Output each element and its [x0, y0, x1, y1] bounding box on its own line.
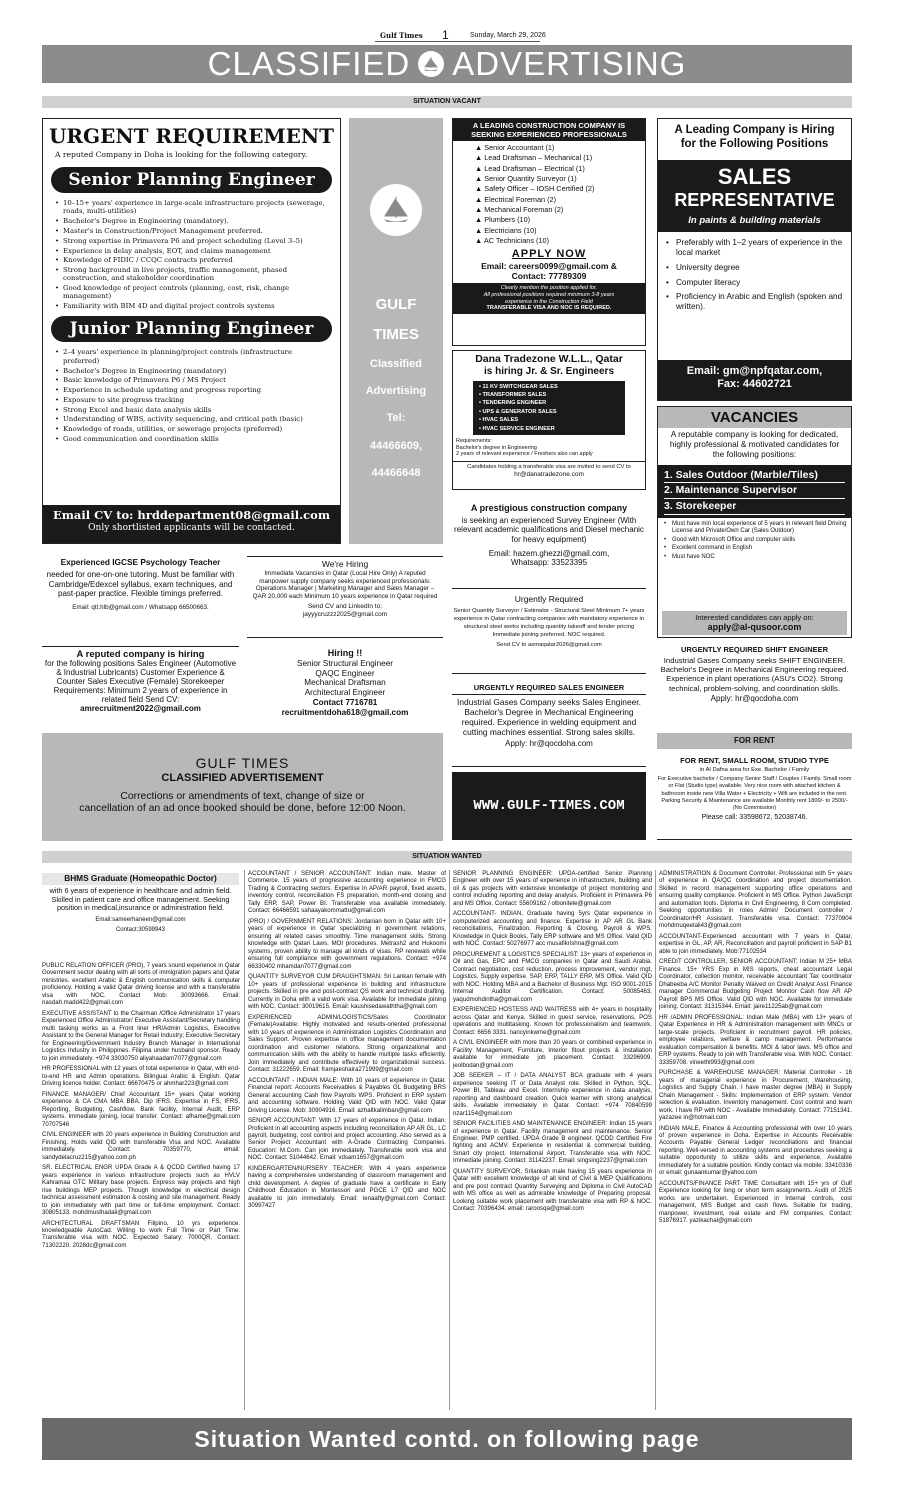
- urgent-contact-bar: [43, 505, 340, 543]
- situation-wanted-column-2: [248, 870, 446, 1410]
- advertising-label: Advertising: [365, 385, 427, 398]
- urgently-qs-title: Urgently Required: [514, 594, 584, 604]
- banner-right: ADVERTISING: [452, 45, 687, 83]
- situation-wanted-listing: ACCOUNTANT- INDIAN, Graduate having 5yrs Qatar experience in computerized accounting and finance. Expertise in AP AR GL Bank reconciliations, Finalization, Reporting & Closing, Payroll & WPS. Knowledge in Quick Books, Tally ERP software and MS Office. Valid QID with NOC. Contact: 50276977 acc musafikrishna@gmail.com: [453, 910, 652, 948]
- were-hiring-body: Immediate Vacancies in Qatar (Local Hire Only) A reputed manpower supply company seeks experienced professionals: Operations Manager | Marketing Manager and Sales Manager – QAR 20,000 each Minimum 10 years experience in Qatar required: [252, 570, 438, 600]
- situation-wanted-listing: A CIVIL ENGINEER with more than 20 years or combined experience in Facility Management, Furniture, Interior fitout projects & installation available for immediate job placement. Contact: 33296909. jeolbodan@gmail.com: [453, 1039, 652, 1069]
- hiring-positions: [247, 659, 443, 718]
- list-item: • Strong background in live projects, traffic management, phased construction, and stakeholder coordination: [53, 266, 330, 283]
- were-hiring-email: jayyycruzzz2025@gmail.com: [302, 611, 388, 619]
- gulf-times-logo-icon: [418, 51, 444, 77]
- situation-wanted-listing: SR. ELECTRICAL ENGR UPDA Grade A & QCDD Certified having 17 years experience in various infrastructure projects such as HVLV Kahramaa GTC Military base projects. Express way projects and high rise buildings MEP projects. Though knowledge in electrical design technical assessment estimation & costing and site management. Ready to join immediately with part time or full-time employment. Contact: 30805133. mohdmusthadali@gmail.com: [42, 1164, 240, 1217]
- construction-contact: Contact: 77789309: [511, 271, 587, 282]
- survey-whatsapp: Whatsapp: 33523395: [510, 558, 588, 568]
- situation-wanted-listing: HR /ADMIN PROFESSIONAL: Indian Male (MBA) with 13+ years of Qatar Experience in HR & Administration management with MNCs or large-scale projects. Proficient in recruitment payroll. HR policies, employee relations, welfare & camp management. Performance evaluation compensation & benefits. MOI & labor laws. MS office and ERP systems. Ready to join with Transferable visa. With NOC. Contact: 33359708. vineethl993@gmail.com: [659, 1013, 852, 1066]
- list-item: • TRANSFORMER SALES: [479, 391, 547, 398]
- list-item: ▲ Lead Draftsman – Electrical (1): [475, 163, 585, 173]
- situation-wanted-listing: PUBLIC RELATION OFFICER (PRO), 7 years sound experience in Qatar Government sector dealing with all sorts of immigration papers and Qatar ministries. excellent Arabic & English communication skills & computer proficiency. Holding a valid Qatar driving license and with a transferable visa with NOC. Contact Mob: 30093666. Email: nasdah.madd422@gmail.com: [42, 962, 240, 1007]
- list-item: • University degree: [666, 262, 740, 272]
- situation-wanted-listing: ADMINISTRATION & Document Controller. Professional with 5+ years of experience in QA/QC coordination and project documentation. Skilled in record management supporting office operations and ensuring quality compliance. Proficient in MS Office. Python JavaScript and automation tools. Diploma in Civil Engineering, 8 Com completed. Seeking opportunities in roles Admin/ Document controller / Coordinator/HR Assistant. Transferable visa. Contact: 77370904 mohdmuqeetali43@gmail.com: [659, 870, 852, 930]
- senior-planning-title: Senior Planning Engineer: [51, 167, 332, 193]
- triangle-bullet-icon: ▲: [475, 225, 485, 235]
- bhms-email: Email:sameerhaneen@gmail.com: [95, 917, 186, 924]
- hiring-line: Senior Structural Engineer: [296, 658, 394, 668]
- sales-field: In paints & building materials: [688, 214, 821, 226]
- list-item: • Must have NOC: [662, 554, 847, 561]
- banner-left: CLASSIFIED: [207, 45, 411, 83]
- list-item: ▲ Mechanical Foreman (2): [475, 205, 564, 215]
- urgent-subtitle: A reputed Company in Doha is looking for the following category.: [55, 150, 308, 159]
- triangle-bullet-icon: ▲: [475, 153, 485, 163]
- corrections-line-1: Corrections or amendments of text, change of size or: [120, 790, 365, 802]
- bhms-contact: Contact:30599943: [115, 927, 166, 934]
- dana-title: Dana Tradezone W.L.L., Qatar: [475, 353, 623, 365]
- situation-wanted-listing: ACCOUNTANT / SENIOR ACCOUNTANT: Indian male. Master of Commerce. 15 years of progressive accounting experience in FMCG Trading & Contracting sectors. Expertise in AP/AR payroll, fixed assets, inventory control, reconciliation FS preparation, month-end closing and Tally ERP, SAP, Power BI. Transferable visa available immediately. Contact: 66466591 sahaayakommattu@gmail.com: [248, 870, 446, 915]
- corrections-heading: CLASSIFIED ADVERTISEMENT: [161, 771, 324, 784]
- vacancies-apply: [662, 611, 847, 635]
- list-item: • Computer literacy: [666, 277, 741, 287]
- column-divider: [655, 870, 656, 1410]
- situation-wanted-listing: SENIOR ACCOUNTANT: With 17 years of experience in Qatar. Indian. Proficient in all accounting aspects including reconciliation AP AR GL, LC payroll, budgeting, cost control and project accounting. Also served as a Senior Project Accountant with A-Grade Contracting Companies. Education: M.Com. Can join immediately. Transferable work visa and NOC. Contact: 51044642. Email: vdsam1657@gmail.com: [248, 1117, 446, 1162]
- survey-body: is seeking an experienced Survey Engineer (With relevant academic qualifications and Diesel mechanic for heavy equipment): [454, 515, 644, 544]
- sales-engineer-title: URGENTLY REQUIRED SALES ENGINEER: [452, 683, 646, 695]
- construction-note-1: Clearly mention the position applied for.: [500, 285, 598, 292]
- situation-wanted-listing: CREDIT CONTROLLER, SENIOR ACCOUNTANT: Indian M 25+ MBA Finance. 15+ YRS Exp in MIS reports, cheat accountant Legal Coordinator, collection monitor, receivable accountant Tax coordinator Dhabeeba A/C Monitor Penalty Waived on Credit Analyst Asst Finance manager Commercial Budgeting Project Monitor Cash flow AR AP Payroll BPS MS Office. Valid QID with NOC. Available for immediate joining. Contact: 31315344. Email: jaire11225ab@gmail.com: [659, 958, 852, 1011]
- list-item: • Exposure to site progress tracking: [53, 396, 330, 404]
- continued-footer: Situation Wanted contd. on following page: [42, 1418, 852, 1460]
- list-item: • Strong expertise in Primavera P6 and project scheduling (Level 3–5): [53, 237, 330, 245]
- list-item: ▲ Senior Quantity Surveyor (1): [475, 174, 577, 184]
- reputed-body: for the following positions Sales Engineer (Automotive & Industrial Lubricants) Customer Experience & Counter Sales Executive (Female) Storekeeper Requirements: Minimum 2 years of experience in related field Send CV:: [44, 659, 237, 704]
- tel-label: Tel:: [386, 412, 406, 425]
- vacancies-requirements: [658, 518, 851, 561]
- situation-wanted-listing: SENIOR PLANNING ENGINEER: UPDA-certified Senior Planning Engineer with over 15 years of experience in infrastructure, building and oil & gas projects with extensive knowledge of project monitoring and control including reporting and delay analysis. Proficient in Primavera P6 and MS Office. Contact: 55609162 / olbonitele@gmail.com: [453, 870, 652, 907]
- survey-email: Email: hazem.ghezzi@gmail.com,: [488, 548, 610, 558]
- sales-engineer-body: Industrial Gases Company seeks Sales Engineer. Bachelor's Degree in Mechanical Engineering required. Experience in welding equipment and cutting machines essential. Strong sales skills.: [457, 697, 641, 738]
- gulf-times-contact-panel: [349, 118, 443, 544]
- list-item: • Experience in schedule updating and progress reporting: [53, 386, 330, 394]
- situation-wanted-column-3: [453, 870, 652, 1410]
- sales-title: SALES: [717, 163, 792, 189]
- situation-wanted-column-4: [659, 870, 852, 1410]
- list-item: ▲ Plumbers (10): [475, 215, 531, 225]
- rent-body: For Executive bachelor / Company Senior Staff / Couples / Family. Small room or Flat (Studio type) available. Very nice room with attached kitchen & bathroom inside new Villa Water + Electricity + Wifi are included in the rent. Parking Security & Maintenance are available Monthly rent 1800/- to 2500/- (No Commission): [657, 776, 852, 812]
- website-link[interactable]: WWW.GULF-TIMES.COM: [452, 772, 646, 840]
- dana-tradezone-ad: [452, 350, 646, 490]
- list-item: • Bachelor's Degree in Engineering (mandatory).: [53, 217, 330, 225]
- construction-note-2: All professional positions required minimum 3-8 years: [483, 292, 615, 298]
- vacancy-position: 2. Maintenance Supervisor: [664, 483, 845, 499]
- triangle-bullet-icon: ▲: [475, 194, 485, 204]
- list-item: ▲ Electrical Foreman (2): [475, 194, 557, 204]
- situation-wanted-listing: (PRO) / GOVERNMENT RELATIONS: Jordanian born in Qatar with 10+ years of experience in Qatar specializing in government relations, ensuring all related cases smoothly. Time management skills. Strong knowledge with Qatari Laws. MOI procedures. Metrash2 and Hukoomi systems, proven ability to manage all kinds of visas. RP renewals while ensuring full compliance with government regulations. Contact: +974 66330402 mhamdan7077@gmail.com: [248, 917, 446, 970]
- vacancies-title: VACANCIES: [658, 407, 851, 428]
- list-item: • HVAC SALES: [479, 417, 519, 424]
- rent-title: FOR RENT, SMALL ROOM, STUDIO TYPE: [680, 756, 829, 765]
- situation-wanted-listing: ARCHITECTURAL DRAFTSMAN Filipino, 10 yrs experience. knowledgeable AutoCad. Willing to work Full Time or Part Time. Transferable visa with NOC. Expected Salary: 7000QR. Contact: 71302220. 2028dc@gmail.com: [42, 1219, 240, 1249]
- representative-title: REPRESENTATIVE: [674, 189, 835, 210]
- for-rent-bar: FOR RENT: [657, 733, 852, 749]
- vacancies-positions: [658, 465, 851, 518]
- urgently-required-qs-ad: [452, 594, 646, 674]
- vacancy-position: 3. Storekeeper: [664, 499, 845, 515]
- hiring-structural-ad: [247, 646, 443, 728]
- dana-req-1: Bachelor's degree in Engineering: [456, 444, 537, 451]
- list-item: • Proficiency in Arabic and English (spoken and written).: [666, 292, 843, 312]
- situation-wanted-listing: ACCOUNTS/FINANCE PART TIME Consultant with 15+ yrs of Gulf Experience looking for long or short term assignments. Audit of 2025 works are undertaken. Experienced in Internal controls, cost management, MIS Budget and cash flows. Suitable for trading, manpower, investment, real estate and FM companies. Contact: 51876917. yazikachal@gmail.com: [659, 1179, 852, 1225]
- hiring-line: QAQC Engineer: [315, 668, 375, 678]
- reputed-title: A reputed company is hiring: [76, 649, 205, 660]
- sales-engineer-contact: Apply: hr@qocdoha.com: [505, 739, 593, 749]
- situation-wanted-listing: PROCUREMENT & LOGISTICS SPECIALIST: 13+ years of experience in Oil and Gas, EPC and FMCG companies in Qatar and Saudi Arabia. Contract negotiation, cost reduction, process improvement, vendor mgt, Logistics, Supply expertise. SAP, ERP, TALLY ERP, MS Office. Valid QID with NOC. Holding MBA and a Bachelor of Business Mgt. ISO 9001-2015 Internal Auditor Certification. Contact: 50085463, yaqudmohdintha@gmail.com: [453, 950, 652, 1003]
- list-item: ▲ Lead Draftsman – Mechanical (1): [475, 153, 593, 163]
- triangle-bullet-icon: ▲: [475, 163, 485, 173]
- urgent-email: Email CV to: hrddepartment08@gmail.com: [52, 508, 331, 522]
- igcse-contact: Email: qtt.hlb@gmail.com / Whatsapp 66500663.: [72, 603, 209, 611]
- triangle-bullet-icon: ▲: [475, 184, 485, 194]
- column-divider: [449, 870, 450, 1410]
- survey-title: A prestigious construction company: [470, 503, 628, 513]
- urgently-qs-body: Senior Quantity Surveyor / Estimator - Structural Steel Minimum 7+ years experience in Qatar contracting companies with mandatory experience in structural steel works including quantity takeoff and tender pricing Immediate joining preferred. NOC required.: [453, 608, 645, 639]
- were-hiring-send: Send CV and LinkedIn to:: [307, 603, 383, 611]
- situation-wanted-listing: EXECUTIVE ASSISTANT to the Chairman /Office Administrator 17 years Experienced Office Administrator/ Executive Assistant/Secretary handling multi tasking works as a Front liner HR/Admin Logistics, Executive Assistant to the General Manager for Retail Industry; Executive Secretary for Engineering/Government Industry Branch Manager in International Logistics Industry in Philippines. Filipina under husband sponsor. Ready to join immediately. +974 33030750 aliyahaadam7077@gmail.com: [42, 1009, 240, 1062]
- situation-wanted-listing: QUANTITY SURVEYOR CUM DRAUGHTSMAN: Sri Lankan female with 10+ years of professional experience in building and infrastructure projects. Skilled in pre and post-contract QS work and technical drafting. Currently in Doha with a valid work visa. Available for immediate joining with NOC. Contact: 30019615. Email: kaushisedawaththa@gmail.com: [248, 973, 446, 1011]
- urgent-title: URGENT REQUIREMENT: [48, 124, 334, 148]
- urgently-qs-contact: Send CV to asmaqatar2026@gmail.com: [496, 642, 602, 649]
- dana-positions: [473, 381, 625, 435]
- reputed-company-ad: [42, 646, 239, 728]
- sales-header-1: A Leading Company is Hiring: [674, 124, 835, 136]
- situation-wanted-listing: EXPERIENCED ADMIN/LOGISTICS/Sales Coordinator (Female)Available: Highly motivated and results-oriented professional with 10 years of experience in Administration Logistics Coordination and Sales Support. Proven expertise in office management documentation coordination and customer relations. Strong organizational and communication skills with the ability to handle multiple tasks efficiently. Join immediately and contribute effectively to organizational success. Contact: 31222659. Email: framjaeshaira271999@gmail.com: [248, 1013, 446, 1074]
- vacancies-apply-label: Interested candidates can apply on:: [695, 613, 814, 623]
- situation-wanted-listing: JOB SEEKER – IT / DATA ANALYST BCA graduate with 4 years experience seeking IT or Data Analyst role. Skilled in Python, SQL, Power BI, Tableau and Excel. Internship experience in data analysis, reporting and dashboard creation. Quick learner with strong analytical skills. Available immediately in Qatar. Contact: +974 70840599 nzar1154@gmail.com: [453, 1072, 652, 1117]
- vacancies-email: apply@al-qusoor.com: [707, 622, 802, 633]
- survey-engineer-ad: [452, 503, 646, 589]
- junior-planning-title: Junior Planning Engineer: [51, 316, 332, 342]
- triangle-bullet-icon: ▲: [475, 205, 485, 215]
- situation-wanted-listing: ACCOUNTANT-Experienced accountant with 7 years in Qatar, expertise in GL, AP, AR, Reconciliation and payroll proficient in SAP B1 able to join immediately. Mob:77102534: [659, 932, 852, 955]
- triangle-bullet-icon: ▲: [475, 215, 485, 225]
- header-rule: [375, 41, 540, 42]
- list-item: • Good knowledge of project controls (planning, cost, risk, change management): [53, 284, 330, 301]
- list-item: • Master's in Construction/Project Management preferred.: [53, 227, 330, 235]
- list-item: • Bachelor's Degree in Engineering (mandatory): [53, 367, 330, 375]
- list-item: • Knowledge of roads, utilities, or sewerage projects (preferred): [53, 425, 330, 433]
- column-divider: [244, 870, 245, 1410]
- sailboat-logo-icon: [370, 184, 422, 236]
- page-number: 1: [442, 28, 449, 42]
- dana-email: hr@danatradezone.com: [514, 470, 584, 478]
- igcse-teacher-ad: [42, 556, 239, 636]
- shift-engineer-ad: [657, 645, 852, 727]
- sales-title-block: [658, 160, 851, 232]
- situation-wanted-listing: KINDERGARTEN/NURSERY TEACHER: With 4 years experience having a comprehensive understanding of classroom management and child development. A degree of graduate have a certificate in Early Childhood Education in Montessori and PGCE L7 QID and NOC available to join immediately. Email: lenaafty@gmail.com Contact: 30997427: [248, 1164, 446, 1210]
- list-item: • 10–15+ years' experience in large-scale infrastructure projects (sewerage, roads, multi-utilities): [53, 199, 330, 216]
- dana-subtitle: is hiring Jr. & Sr. Engineers: [483, 365, 615, 377]
- construction-email: Email: careers0099@gmail.com &: [481, 261, 617, 272]
- urgent-requirement-ad: [42, 118, 341, 544]
- list-item: ▲ Senior Accountant (1): [475, 143, 555, 152]
- triangle-bullet-icon: ▲: [475, 143, 485, 152]
- vacancy-position: 1. Sales Outdoor (Marble/Tiles): [664, 468, 845, 484]
- situation-wanted-listing: SENIOR FACILITIES AND MAINTENANCE ENGINEER: Indian 15 years of experience in Qatar. Facility management and maintenance. Senior Engineer. PMP certified. UPDA Grade B engineer. QCDD Certified Fire fighting and ACMV. Experience in residential & commercial building. Smart city project. International Airport. Transferable visa with NOC. Immediate joining. Contact: 31142237. Email: singsing2237@gmail.com: [453, 1120, 652, 1165]
- construction-note-4: TRANSFERABLE VISA AND NOC IS REQUIRED.: [486, 305, 612, 312]
- sales-email: Email: gm@npfqatar.com,: [686, 365, 823, 377]
- rent-subtitle: in Al Dafna area for Exe. Bachelor / Family: [699, 767, 810, 774]
- sales-header-2: for the Following Positions: [680, 137, 829, 150]
- list-item: • Strong Excel and basic data analysis skills: [53, 406, 330, 414]
- list-item: • HVAC SERVICE ENGINEER: [479, 425, 555, 432]
- list-item: • Experience in delay analysis, EOT, and claims management: [53, 247, 330, 255]
- situation-wanted-listing: INDIAN MALE, Finance & Accounting professional with over 10 years of proven experience in Doha. Expertise in Accounts Receivable Accounts Payable General Ledger reconciliations and financial reporting. Well-versed in accounting systems and procedures seeking a suitable opportunity to utilize skills and experience. Available immediately for a suitable position. Kindly contact via mobile: 33410336 or email: gunaankumar@yahoo.com: [659, 1124, 852, 1177]
- hiring-line: Contact 7716781: [312, 698, 378, 708]
- igcse-title: Experienced IGCSE Psychology Teacher: [60, 557, 221, 567]
- list-item: • Excellent command in English: [662, 545, 847, 552]
- situation-wanted-listing: FINANCE MANAGER/ Chief Accountant 15+ years Qatar working experience & CA CMA MBA BBA. Dip IFRS. Expertise in FS, IFRS, Reporting, Budgeting, Cashflow, Bank facility, Internal Audit, ERP systems. Immediate joining, local transfer. Contact: afhame@gmail.com 70707546: [42, 1090, 240, 1128]
- dana-req-label: Requirements:: [456, 437, 492, 444]
- hiring-line: Mechanical Draftsman: [304, 678, 386, 688]
- shift-title: URGENTLY REQUIRED SHIFT ENGINEER: [680, 645, 829, 654]
- urgent-note: Only shortlisted applicants will be contacted.: [88, 522, 295, 533]
- tel-number-1: 44466609,: [370, 439, 422, 452]
- corrections-gulf-times: GULF TIMES: [195, 755, 290, 771]
- list-item: ▲ Safety Officer – IOSH Certified (2): [475, 184, 595, 194]
- times-label: TIMES: [373, 326, 419, 343]
- classified-label: Classified: [370, 358, 422, 370]
- situation-wanted-listing: HR PROFESSIONAL with 12 years of total experience in Qatar, with end-to-end HR and Admin operations. Bilingual Arabic & English. Qatar Driving licence holder. Contact: 66670475 or ahmhar223@gmail.com: [42, 1065, 240, 1088]
- hiring-title: Hiring !!: [327, 648, 363, 658]
- sales-representative-ad: [657, 118, 852, 401]
- were-hiring-title: We're Hiring: [321, 559, 369, 569]
- issue-date: Sunday, March 29, 2026: [470, 32, 546, 39]
- list-item: • Must have min local experience of 5 years in relevant field Driving License and Private/Own Car (Sales Outdoor): [662, 521, 847, 535]
- were-hiring-ad: [247, 556, 443, 638]
- shift-contact: Apply: hr@qocdoha.com: [710, 693, 799, 703]
- dana-req-2: 2 years of relevant experience / Freshers also can apply: [456, 451, 593, 458]
- vacancies-intro: A reputable company is looking for dedicated, highly professional & motivated candidates for the following positions:: [669, 429, 840, 459]
- construction-notes: [453, 283, 645, 313]
- bhms-ad: [42, 873, 239, 953]
- list-item: • TENDERING ENGINEER: [479, 400, 547, 407]
- rent-contact: Please call: 33598672, 52038746.: [701, 814, 808, 822]
- hiring-line: Architectural Engineer: [304, 688, 386, 698]
- vacancies-ad: [657, 406, 852, 638]
- triangle-bullet-icon: ▲: [475, 174, 485, 184]
- classified-banner: [42, 45, 852, 83]
- shift-body: Industrial Gases Company seeks SHIFT ENGINEER. Bachelor's Degree in Mechanical Engineering required. Experience in plant operations (ASU's CO2). Strong technical, problem-solving, and coordination skills.: [660, 656, 849, 693]
- list-item: • Basic knowledge of Primavera P6 / MS Project: [53, 376, 330, 384]
- sales-engineer-ad: [452, 683, 646, 767]
- situation-wanted-column-1: [42, 962, 240, 1410]
- bhms-title: BHMS Graduate (Homeopathic Doctor): [42, 873, 239, 885]
- situation-wanted-listing: PURCHASE & WAREHOUSE MANAGER: Material Controller - 16 years of managerial experience in Procurement, Warehousing, Logistics and Supply Chain. I have master degree (MBA) in Supply Chain Management - Skills: Implementation of ERP system. Vendor selection & evaluation. Inventory management. Cost control and team work. I have RP with NOC - Available Immediately. Contact: 77151341. yazazee in@hotmail.com: [659, 1069, 852, 1122]
- construction-note-3: experience in the Construction Field: [505, 298, 593, 305]
- tel-number-2: 44466648: [371, 466, 421, 479]
- list-item: • Good with Microsoft Office and computer skills: [662, 537, 847, 544]
- hiring-line: recruitmentdoha618@gmail.com: [281, 708, 409, 718]
- dana-candidates: Candidates holding a transferable visa are invited to send CV to: [453, 461, 645, 471]
- construction-company-ad: [452, 118, 646, 346]
- bhms-body: with 6 years of experience in healthcare and admin field. Skilled in patient care and office management. Seeking position in medical,insurance or administration field.: [49, 885, 232, 913]
- corrections-line-2: cancellation of an ad once booked should be done, before 12:00 Noon.: [79, 803, 406, 815]
- section-situation-wanted: SITUATION WANTED: [42, 851, 852, 863]
- list-item: ▲ AC Technicians (10): [475, 236, 550, 246]
- gulf-label: GULF: [375, 296, 417, 313]
- classified-corrections-notice: [42, 733, 443, 841]
- sales-fax: Fax: 44602721: [717, 378, 792, 391]
- construction-positions: [453, 141, 645, 246]
- situation-wanted-listing: QUANTITY SURVEYOR, Srilankan male having 15 years experience in Qatar with excellent knowledge of all kind of Civil & MEP Qualifications and pre post contract Quantity Surveying and Diploma in Civil AutoCAD with MS office as well as admirable knowledge of Preparing proposal. Looking suitable work placement with transferable visa with RP & NOC. Contact: 70396434. email: raroosqa@gmail.com: [453, 1167, 652, 1213]
- paper-name: Gulf Times: [380, 31, 423, 40]
- for-rent-ad: [657, 752, 852, 840]
- list-item: • Familiarity with BIM 4D and digital project controls systems: [53, 302, 330, 310]
- apply-now: APPLY NOW: [511, 247, 587, 260]
- list-item: ▲ Electricians (10): [475, 225, 537, 235]
- triangle-bullet-icon: ▲: [475, 236, 484, 246]
- list-item: • Understanding of WBS, activity sequencing, and critical path (basic): [53, 415, 330, 423]
- dana-requirements: [453, 435, 645, 458]
- senior-requirements: [43, 199, 340, 310]
- list-item: • Good communication and coordination skills: [53, 435, 330, 443]
- sales-requirements: [658, 232, 851, 312]
- list-item: • Preferably with 1–2 years of experience in the local market: [666, 237, 843, 257]
- list-item: • 11 KV SWITCHGEAR SALES: [479, 383, 558, 390]
- sales-contact-bar: [658, 360, 851, 400]
- section-situation-vacant: SITUATION VACANT: [42, 96, 852, 108]
- list-item: • Knowledge of FIDIC / CCQC contracts preferred: [53, 256, 330, 264]
- situation-wanted-listing: EXPERIENCED HOSTESS AND WAITRESS with 4+ years in hospitality across Qatar and Kenya. Skilled in guest service, reservations, POS operations and multitasking. Known for professionalism and teamwork. Contact: 6656 3331. nancyinkwme@gmail.com: [453, 1006, 652, 1036]
- igcse-body: needed for one-on-one tutoring. Must be familiar with Cambridge/Edexcel syllabus, exam techniques, and past-paper practice. Flexible timings preferred.: [46, 569, 235, 599]
- situation-wanted-listing: ACCOUNTANT - INDIAN MALE: With 10 years of experience in Qatar. Financial report: Accounts Receivables & Payables GL Budgeting BRS General accounting Cash flow Payrolls WPS. Proficient in ERP system and accounting software. Holding Valid QID with NOC. Valid Qatar Driving License. Mob: 30904916. Email: azhaltkalimban@gmail.com: [248, 1076, 446, 1114]
- list-item: • 2–4 years' experience in planning/project controls (infrastructure preferred): [53, 348, 330, 365]
- list-item: • UPS & GENERATOR SALES: [479, 408, 557, 415]
- junior-requirements: [43, 348, 340, 443]
- situation-wanted-listing: CIVIL ENGINEER with 20 years experience in Building Construction and Finishing. Holds valid QID with transferable Visa and NOC. Available immediately. Contact: 70359770, email: sandydelacruz215@yahoo.com.ph: [42, 1131, 240, 1161]
- reputed-email: amrecruitment2022@gmail.com: [80, 704, 201, 714]
- construction-title: A LEADING CONSTRUCTION COMPANY IS SEEKING EXPERIENCED PROFESSIONALS: [453, 119, 645, 141]
